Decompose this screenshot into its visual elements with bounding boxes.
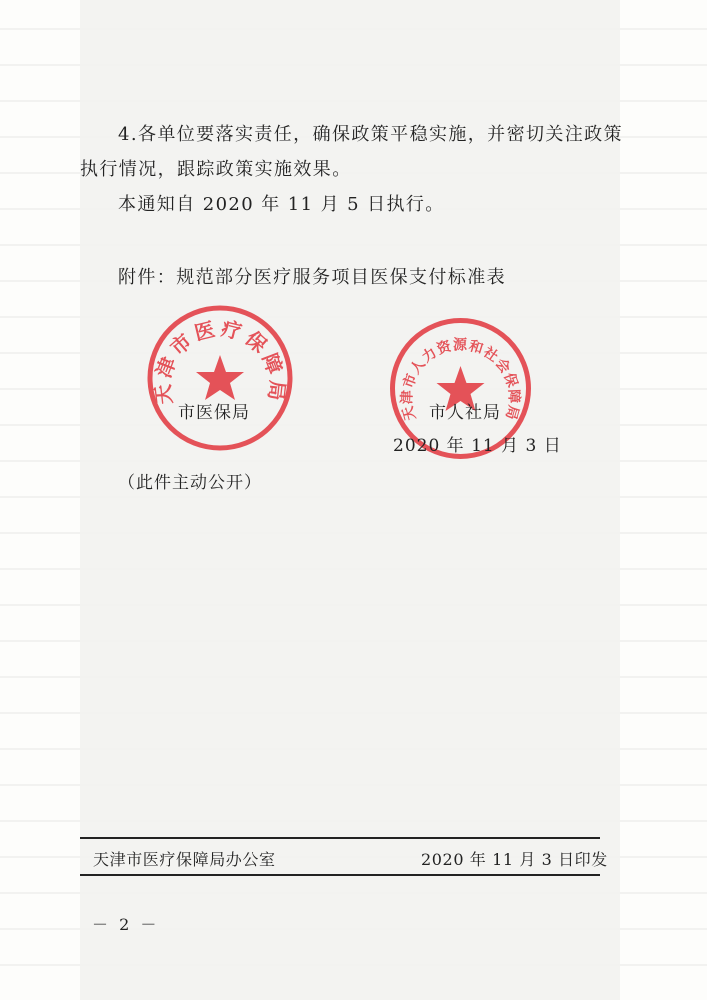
footer-top-rule [80, 837, 600, 839]
signature-org-medical-security: 市医保局 [178, 403, 250, 423]
seal2-text: 天津市人力资源和社会保障局 [399, 337, 522, 423]
body-paragraph-item-4: 4.各单位要落实责任，确保政策平稳实施，并密切关注政策 [118, 124, 623, 145]
footer-issuing-office: 天津市医疗保障局办公室 [93, 850, 276, 869]
seal-medical-security-bureau [145, 303, 295, 453]
attachment-line: 附件：规范部分医疗服务项目医保支付标准表 [118, 267, 506, 288]
page-number: － 2 － [92, 915, 160, 934]
public-disclosure-note: （此件主动公开） [118, 473, 262, 493]
footer-bottom-rule [80, 874, 600, 876]
signature-date: 2020 年 11 月 3 日 [393, 436, 562, 456]
footer-print-date: 2020 年 11 月 3 日印发 [421, 850, 608, 869]
effective-date-paragraph: 本通知自 2020 年 11 月 5 日执行。 [118, 194, 445, 215]
seal1-text: 天津市医疗保障局 [150, 316, 290, 406]
body-paragraph-item-4-cont: 执行情况，跟踪政策实施效果。 [80, 159, 352, 180]
signature-org-human-resources: 市人社局 [429, 403, 501, 423]
